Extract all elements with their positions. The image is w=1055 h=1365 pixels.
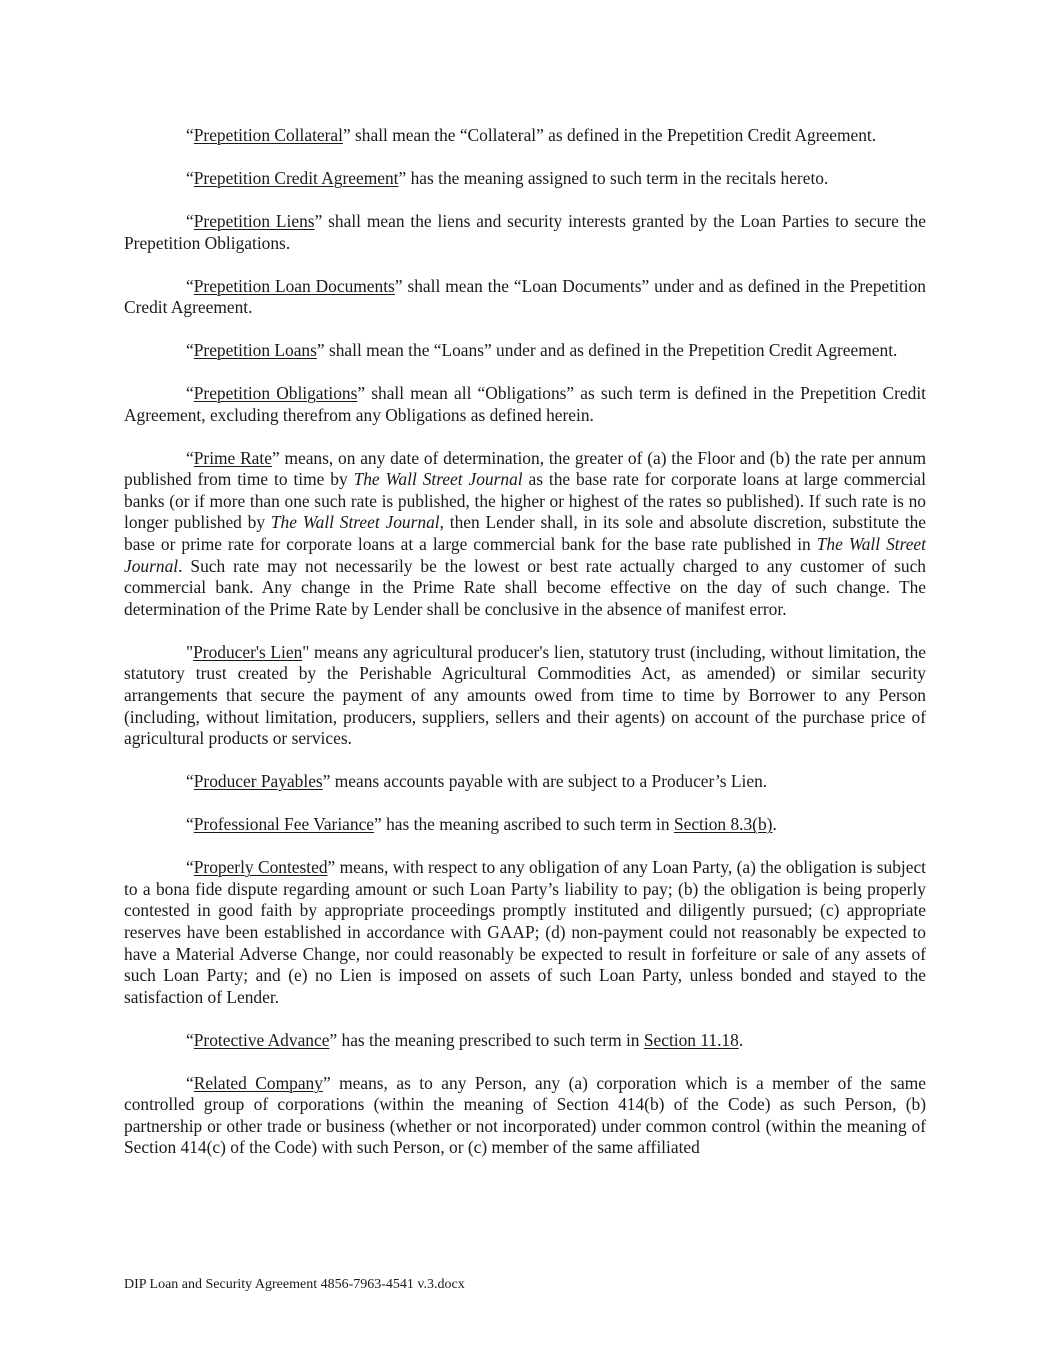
defined-term: Professional Fee Variance <box>193 814 375 835</box>
definition-producer-payables: “Producer Payables” means accounts payable with are subject to a Producer’s Lien. <box>186 771 768 792</box>
defined-term: Prepetition Liens <box>193 210 315 231</box>
section-reference-link[interactable]: Section 8.3(b) <box>673 814 773 835</box>
definition-properly-contested: “Properly Contested” means, with respect to any obligation of any Loan Party, (a) the obligation is subject to a bona fide dispute regarding amount or such Loan Party’s liability to pay; (b) the obligation is being properly contested in good faith by appropriate proceedings promptly instituted and diligently pursued; (c) appropriate reserves have been established in accordance with GAAP; (d) non-payment could not reasonably be expected to have a Material Adverse Change, nor could reasonably be expected to result in forfeiture or sale of any assets of such Loan Party; and (e) no Lien is imposed on assets of such Loan Party, unless bonded and stayed to the satisfaction of Lender. <box>124 857 926 1007</box>
page-footer: DIP Loan and Security Agreement 4856-7963-4541 v.3.docx <box>124 1277 465 1292</box>
section-reference-link[interactable]: Section 11.18 <box>643 1029 739 1050</box>
definition-protective-advance: “Protective Advance” has the meaning prescribed to such term in Section 11.18. <box>186 1029 744 1050</box>
definition-prepetition-collateral: “Prepetition Collateral” shall mean the “Collateral” as defined in the Prepetition Credit Agreement. <box>186 125 877 145</box>
defined-term: Prime Rate <box>193 447 272 468</box>
publication-name: The Wall Street Journal <box>270 512 440 533</box>
defined-term: Prepetition Collateral <box>193 125 343 145</box>
definition-prepetition-obligations: “Prepetition Obligations” shall mean all “Obligations” as such term is defined in the Prepetition Credit Agreement, excluding therefrom any Obligations as defined herein. <box>124 383 926 425</box>
document-body <box>124 125 926 1159</box>
defined-term: Prepetition Credit Agreement <box>193 167 399 188</box>
defined-term: Prepetition Loan Documents <box>193 275 395 296</box>
defined-term: Related Company <box>193 1072 323 1093</box>
definition-professional-fee-variance: “Professional Fee Variance” has the meaning ascribed to such term in Section 8.3(b). <box>186 814 777 835</box>
definition-prepetition-loan-documents: “Prepetition Loan Documents” shall mean the “Loan Documents” under and as defined in the Prepetition Credit Agreement. <box>124 275 926 318</box>
definition-producers-lien: "Producer's Lien" means any agricultural producer's lien, statutory trust (including, without limitation, the statutory trust created by the Perishable Agricultural Commodities Act, as amended) or similar security arrangements that secure the payment of any amounts owed from time to time by Borrower to any Person (including, without limitation, producers, suppliers, sellers and their agents) on account of the purchase price of agricultural products or services. <box>124 641 926 749</box>
definition-prime-rate: “Prime Rate” means, on any date of determination, the greater of (a) the Floor and (b) the rate per annum published from time to time by The Wall Street Journal as the base rate for corporate loans at large commercial banks (or if more than one such rate is published, the higher or highest of the rates so published). If such rate is no longer published by The Wall Street Journal, then Lender shall, in its sole and absolute discretion, substitute the base or prime rate for corporate loans at a large commercial bank for the base rate published in The Wall Street Journal. Such rate may not necessarily be the lowest or best rate actually charged to any customer of such commercial bank. Any change in the Prime Rate shall become effective on the day of such change. The determination of the Prime Rate by Lender shall be conclusive in the absence of manifest error. <box>124 447 926 619</box>
definition-prepetition-liens: “Prepetition Liens” shall mean the liens and security interests granted by the Loan Parties to secure the Prepetition Obligations. <box>124 210 926 253</box>
defined-term: Protective Advance <box>193 1029 330 1050</box>
publication-name: The Wall Street Journal <box>124 534 926 576</box>
defined-term: Prepetition Obligations <box>193 383 358 404</box>
definition-prepetition-credit-agreement: “Prepetition Credit Agreement” has the meaning assigned to such term in the recitals hereto. <box>186 167 829 188</box>
definition-prepetition-loans: “Prepetition Loans” shall mean the “Loans” under and as defined in the Prepetition Credit Agreement. <box>186 340 898 361</box>
defined-term: Properly Contested <box>193 857 328 878</box>
defined-term: Producer's Lien <box>193 641 303 662</box>
publication-name: The Wall Street Journal <box>353 469 523 490</box>
definition-related-company: “Related Company” means, as to any Person, any (a) corporation which is a member of the same controlled group of corporations (within the meaning of Section 414(b) of the Code) as such Person, (b) partnership or other trade or business (whether or not incorporated) under common control (within the meaning of Section 414(c) of the Code) with such Person, or (c) member of the same affiliated <box>124 1072 926 1158</box>
defined-term: Prepetition Loans <box>193 340 317 361</box>
defined-term: Producer Payables <box>193 771 323 792</box>
